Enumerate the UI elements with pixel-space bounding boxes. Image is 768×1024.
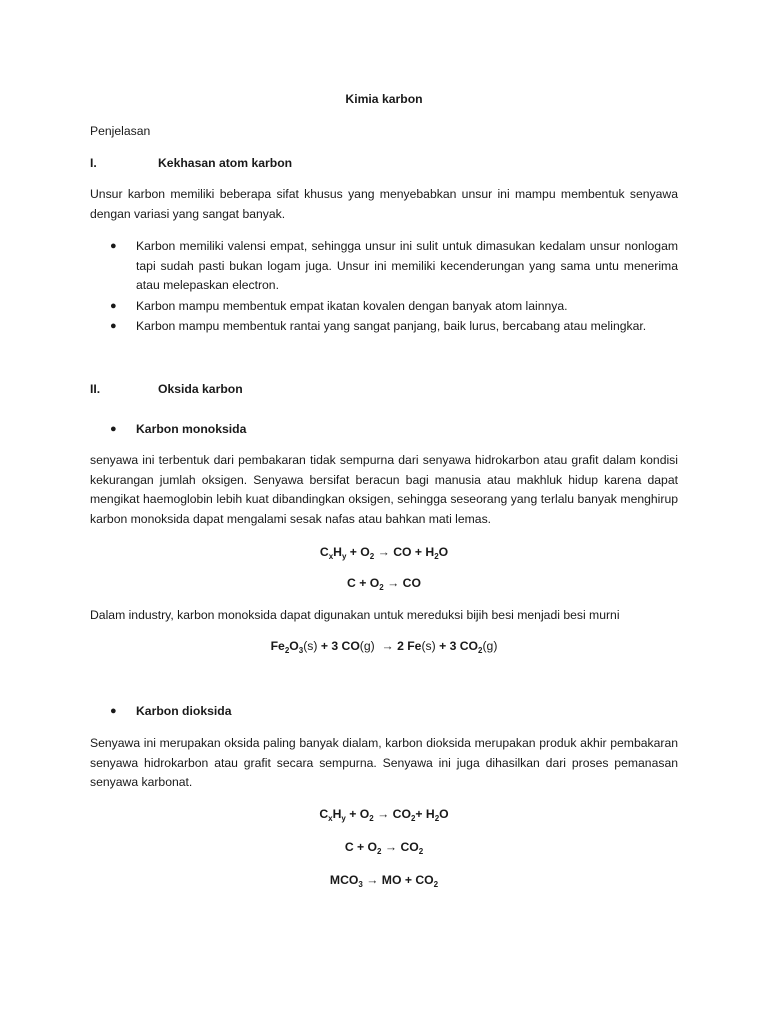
list-item-text: Karbon dioksida [136,704,232,718]
equation-carbonate-heating: $MCO_3$ → MO + $CO_2$ [329,873,439,889]
list-item-text: Karbon memiliki valensi empat, sehingga unsur ini sulit untuk dimasukan kedalam unsur nonlogam tapi sudah pasti bukan logam juga. Unsur ini memiliki kecenderungan yang sama untu menerima atau melepaskan electron. [136,239,678,292]
monoksida-paragraph: senyawa ini terbentuk dari pembakaran tidak sempurna dari senyawa hidrokarbon atau grafit dalam kondisi kekurangan jumlah oksigen. Senyawa bersifat beracun bagi manusia atau makhluk hidup karena dapat mengikat haemoglobin lebih kuat dibandingkan oksigen, sehingga seseorang yang terlalu banyak menghirup karbon monoksida dapat mengalami sesak nafas atau bahkan mati lemas. [90,453,678,526]
section-heading: Penjelasan [90,124,151,138]
bullet-icon: ● [110,423,117,435]
dioksida-paragraph: Senyawa ini merupakan oksida paling banyak dialam, karbon dioksida merupakan produk akhir pembakaran senyawa hidrokarbon atau grafit secara sempurna. Senyawa ini juga dihasilkan dari proses pemanasan senyawa karbonat. [90,736,678,789]
bullet-icon: ● [110,300,117,312]
document-title: Kimia karbon [345,92,423,106]
section-1-number: I. [90,156,97,170]
section-2-number: II. [90,382,101,396]
section-2-title: Oksida karbon [158,382,243,396]
list-item-text: Karbon mampu membentuk empat ikatan kovalen dengan banyak atom lainnya. [136,299,568,313]
equation-carbon-monoxide: $C + O_2$ → CO [347,576,421,592]
section-1-heading [90,154,678,174]
bullet-icon: ● [110,320,117,332]
section-1-intro: Unsur karbon memiliki beberapa sifat khusus yang menyebabkan unsur ini mampu membentuk senyawa dengan variasi yang sangat banyak. [90,187,678,221]
bullet-icon: ● [110,240,117,252]
list-item-text: Karbon monoksida [136,422,247,436]
bullet-icon: ● [110,705,117,717]
equation-combustion-incomplete: $C_xH_y + O_2$ → CO + $H_2O$ [319,545,449,561]
equation-combustion-complete: $C_xH_y + O_2 \to CO_2+ H_2O$ [319,807,449,823]
section-2-heading [90,380,678,400]
equation-iron-reduction: $Fe_2O_3(s) + 3$ CO(g) → 2 Fe(s) + 3 $CO_2(g)$ [270,639,498,655]
list-item-text: Karbon mampu membentuk rantai yang sangat panjang, baik lurus, bercabang atau melingkar. [136,319,647,333]
equation-carbon-dioxide: $C + O_2 \to CO_2$ [344,840,424,856]
section-1-title: Kekhasan atom karbon [158,156,293,170]
industry-paragraph: Dalam industry, karbon monoksida dapat digunakan untuk mereduksi bijih besi menjadi besi murni [90,608,620,622]
